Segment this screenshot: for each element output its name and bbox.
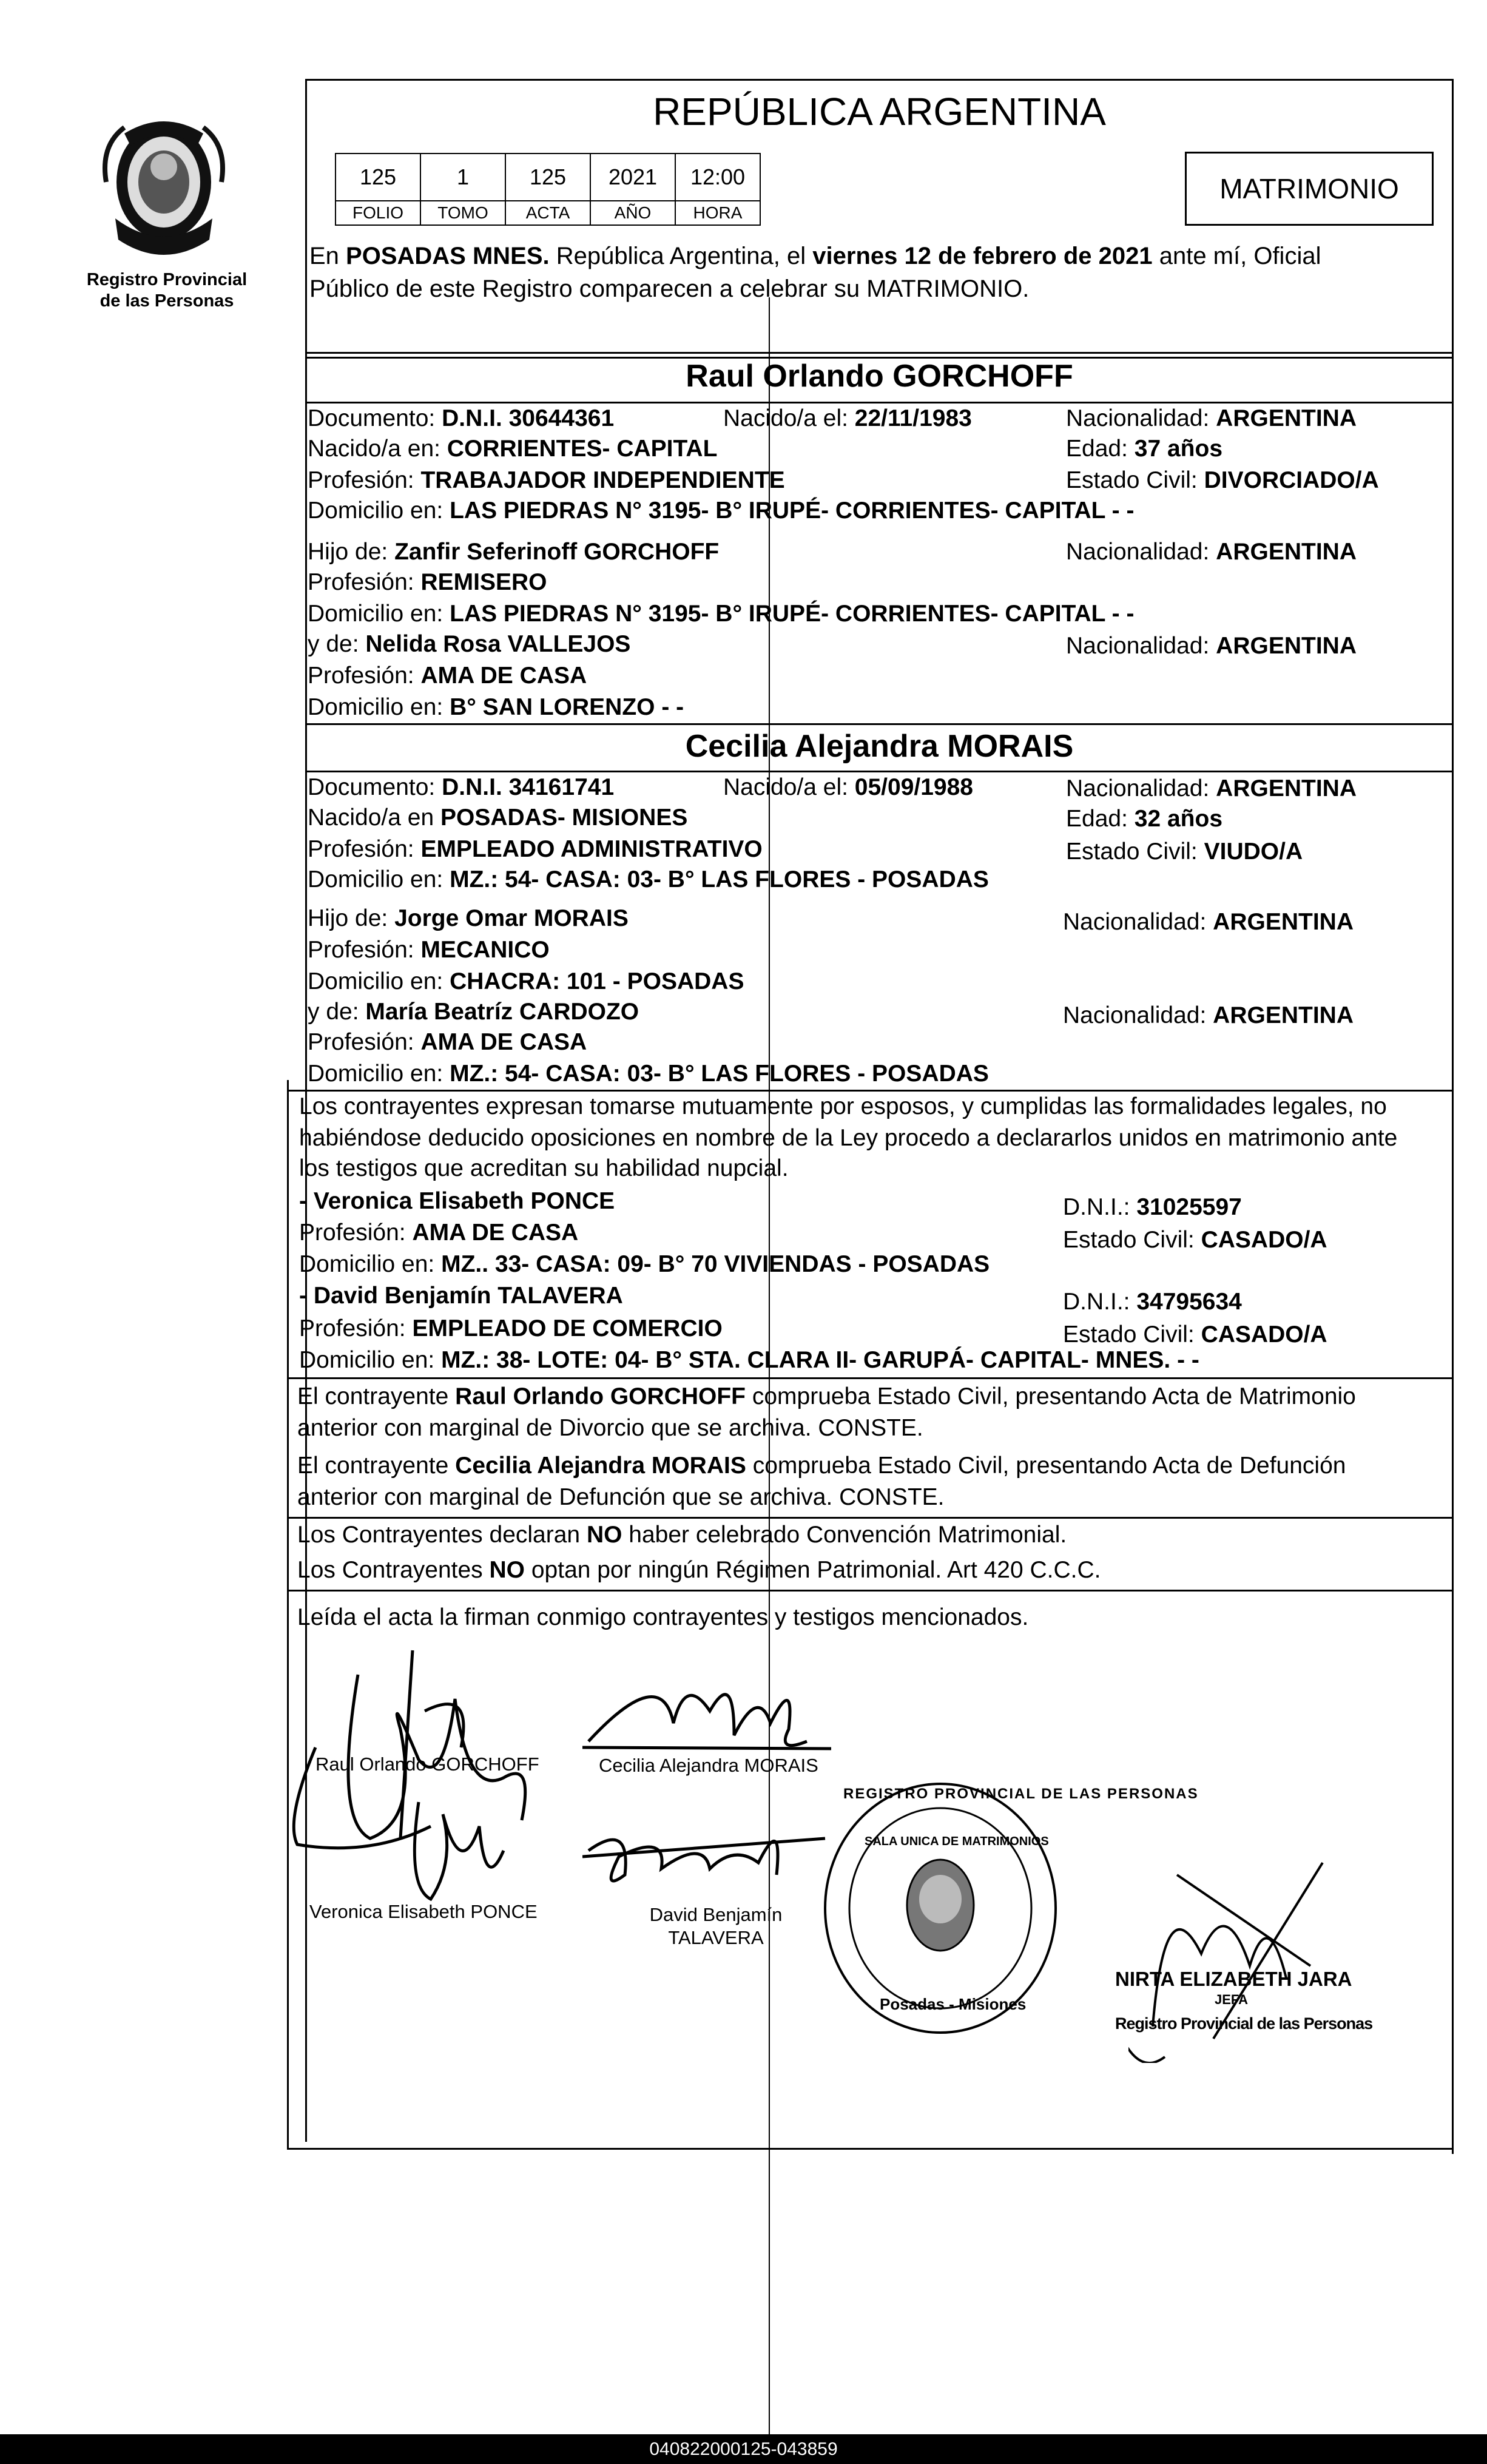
spouse1-father: Hijo de: Zanfir Seferinoff GORCHOFF [308,539,720,565]
spouse2-born-place: Nacido/a en POSADAS- MISIONES [308,805,688,831]
spouse1-doc: Documento: D.N.I. 30644361 [308,405,615,431]
spouse1-nationality: Nacionalidad: ARGENTINA [1066,405,1357,431]
signature-name-4-line1: David Benjamín [649,1904,783,1925]
witness2-civil-status: Estado Civil: CASADO/A [1063,1321,1327,1348]
signature-name-3: Veronica Elisabeth PONCE [309,1901,538,1922]
record-value-hora: 12:00 [675,153,761,201]
spouse1-name: Raul Orlando GORCHOFF [686,359,1073,394]
registry-label-line1: Registro Provincial [86,270,248,289]
frame-bottom [287,2148,1454,2150]
spouse2-father-nationality: Nacionalidad: ARGENTINA [1063,909,1354,935]
record-value-ano: 2021 [590,153,676,201]
signature-name-4-line2: TALAVERA [668,1927,764,1948]
spouse1-mother-address: Domicilio en: B° SAN LORENZO - - [308,694,684,720]
signature-name-2: Cecilia Alejandra MORAIS [599,1755,818,1776]
official-stamp [813,1775,1199,2042]
registry-logo [88,109,240,267]
spouse2-mother-nationality: Nacionalidad: ARGENTINA [1063,1002,1354,1028]
record-label-ano: AÑO [590,200,676,226]
page-title: REPÚBLICA ARGENTINA [653,90,1106,133]
spouse1-civil-status: Estado Civil: DIVORCIADO/A [1066,467,1379,493]
stamp-outer-text: REGISTRO PROVINCIAL DE LAS PERSONAS [843,1786,1199,1802]
spouse2-mother-profession: Profesión: AMA DE CASA [308,1029,587,1055]
official-role: JEFA [1215,1992,1249,2007]
intro-text: República Argentina, el [549,243,813,269]
signature-name-1: Raul Orlando GORCHOFF [315,1753,539,1775]
record-label-acta: ACTA [505,200,591,226]
witness2-name: - David Benjamín TALAVERA [299,1283,623,1309]
note1-line1: El contrayente Raul Orlando GORCHOFF comprueba Estado Civil, presentando Acta de Matrimonio [297,1383,1356,1409]
spouse2-mother-address: Domicilio en: MZ.: 54- CASA: 03- B° LAS FLORES - POSADAS [308,1061,989,1087]
frame-top [305,79,1454,81]
intro-text: ante mí, Oficial [1152,243,1321,269]
note2-line2: anterior con marginal de Defunción que se archiva. CONSTE. [297,1484,945,1510]
section-divider [287,1377,1454,1379]
spouse2-doc: Documento: D.N.I. 34161741 [308,774,615,800]
note2-line1: El contrayente Cecilia Alejandra MORAIS comprueba Estado Civil, presentando Acta de Defunción [297,1453,1346,1479]
spouse1-age: Edad: 37 años [1066,436,1223,462]
section-divider [287,1090,1454,1092]
spouse2-address: Domicilio en: MZ.: 54- CASA: 03- B° LAS FLORES - POSADAS [308,866,989,893]
spouse1-mother-profession: Profesión: AMA DE CASA [308,663,587,689]
record-type-label: MATRIMONIO [1219,173,1399,204]
spouse1-profession: Profesión: TRABAJADOR INDEPENDIENTE [308,467,785,493]
spouse2-father-address: Domicilio en: CHACRA: 101 - POSADAS [308,968,744,994]
intro-line1 [309,244,1321,268]
spouse2-profession: Profesión: EMPLEADO ADMINISTRATIVO [308,836,763,862]
coat-of-arms-icon [88,109,240,267]
section-divider [305,723,1454,725]
intro-text: En [309,243,346,269]
section-divider [287,1590,1454,1591]
record-value-acta: 125 [505,153,591,201]
official-name: NIRTA ELIZABETH JARA [1115,1968,1352,1990]
spouse2-father: Hijo de: Jorge Omar MORAIS [308,905,629,931]
declaration-line1: Los contrayentes expresan tomarse mutuamente por esposos, y cumplidas las formalidades legales, no [299,1093,1387,1119]
witness1-profession: Profesión: AMA DE CASA [299,1220,579,1246]
intro-date: viernes 12 de febrero de 2021 [812,243,1153,269]
record-label-tomo: TOMO [420,200,506,226]
witness1-name: - Veronica Elisabeth PONCE [299,1188,615,1214]
footer-barcode-strip [0,2434,1487,2464]
spouse1-mother-nationality: Nacionalidad: ARGENTINA [1066,633,1357,659]
spouse2-age: Edad: 32 años [1066,806,1223,832]
spouse2-father-profession: Profesión: MECANICO [308,937,550,963]
signature-scribble-4 [582,1796,837,1905]
spouse1-father-nationality: Nacionalidad: ARGENTINA [1066,539,1357,565]
signature-scribble-3 [364,1790,522,1911]
closing-text: Leída el acta la firman conmigo contrayentes y testigos mencionados. [297,1604,1029,1630]
declaration-line2: habiéndose deducido oposiciones en nombre de la Ley procedo a declararlos unidos en matrimonio ante [299,1125,1398,1151]
spouse2-name: Cecilia Alejandra MORAIS [685,729,1074,764]
section-divider [305,402,1454,403]
record-type-box [1185,152,1434,226]
footer-barcode-number: 040822000125-043859 [649,2439,838,2459]
convention-line1: Los Contrayentes declaran NO haber celebrado Convención Matrimonial. [297,1522,1067,1548]
section-divider [305,352,1454,354]
witness2-dni: D.N.I.: 34795634 [1063,1289,1242,1315]
declaration-line3: los testigos que acreditan su habilidad nupcial. [299,1155,789,1181]
intro-line2: Público de este Registro comparecen a celebrar su MATRIMONIO. [309,275,1030,302]
record-value-tomo: 1 [420,153,506,201]
witness1-address: Domicilio en: MZ.. 33- CASA: 09- B° 70 VIVIENDAS - POSADAS [299,1251,990,1277]
section-divider [305,771,1454,772]
spouse1-father-address: Domicilio en: LAS PIEDRAS N° 3195- B° IRUPÉ- CORRIENTES- CAPITAL - - [308,601,1135,627]
witness1-civil-status: Estado Civil: CASADO/A [1063,1227,1327,1253]
spouse1-born-date: Nacido/a el: 22/11/1983 [723,405,972,431]
spouse2-nationality: Nacionalidad: ARGENTINA [1066,775,1357,802]
stamp-inner-text: SALA UNICA DE MATRIMONIOS [865,1835,1049,1848]
witness2-profession: Profesión: EMPLEADO DE COMERCIO [299,1315,723,1342]
section-divider [287,1517,1454,1519]
spouse2-mother: y de: María Beatríz CARDOZO [308,999,639,1025]
intro-place: POSADAS MNES. [346,243,550,269]
note1-line2: anterior con marginal de Divorcio que se archiva. CONSTE. [297,1415,923,1441]
outer-left-line [287,1080,289,2148]
spouse1-mother: y de: Nelida Rosa VALLEJOS [308,631,631,657]
convention-line2: Los Contrayentes NO optan por ningún Régimen Patrimonial. Art 420 C.C.C. [297,1557,1101,1583]
signature-scribble-2 [576,1650,837,1772]
record-label-hora: HORA [675,200,761,226]
witness2-address: Domicilio en: MZ.: 38- LOTE: 04- B° STA. CLARA II- GARUPÁ- CAPITAL- MNES. - - [299,1347,1199,1373]
spouse1-father-profession: Profesión: REMISERO [308,569,547,595]
spouse1-born-place: Nacido/a en: CORRIENTES- CAPITAL [308,436,718,462]
registry-label-line2: de las Personas [99,291,234,311]
spouse1-address: Domicilio en: LAS PIEDRAS N° 3195- B° IRUPÉ- CORRIENTES- CAPITAL - - [308,498,1135,524]
record-label-folio: FOLIO [335,200,421,226]
stamp-bottom-text: Posadas - Misiones [880,1995,1027,2013]
official-org: Registro Provincial de las Personas [1115,2014,1373,2033]
spouse2-born-date: Nacido/a el: 05/09/1988 [723,774,973,800]
witness1-dni: D.N.I.: 31025597 [1063,1194,1242,1220]
spouse2-civil-status: Estado Civil: VIUDO/A [1066,839,1303,865]
record-value-folio: 125 [335,153,421,201]
